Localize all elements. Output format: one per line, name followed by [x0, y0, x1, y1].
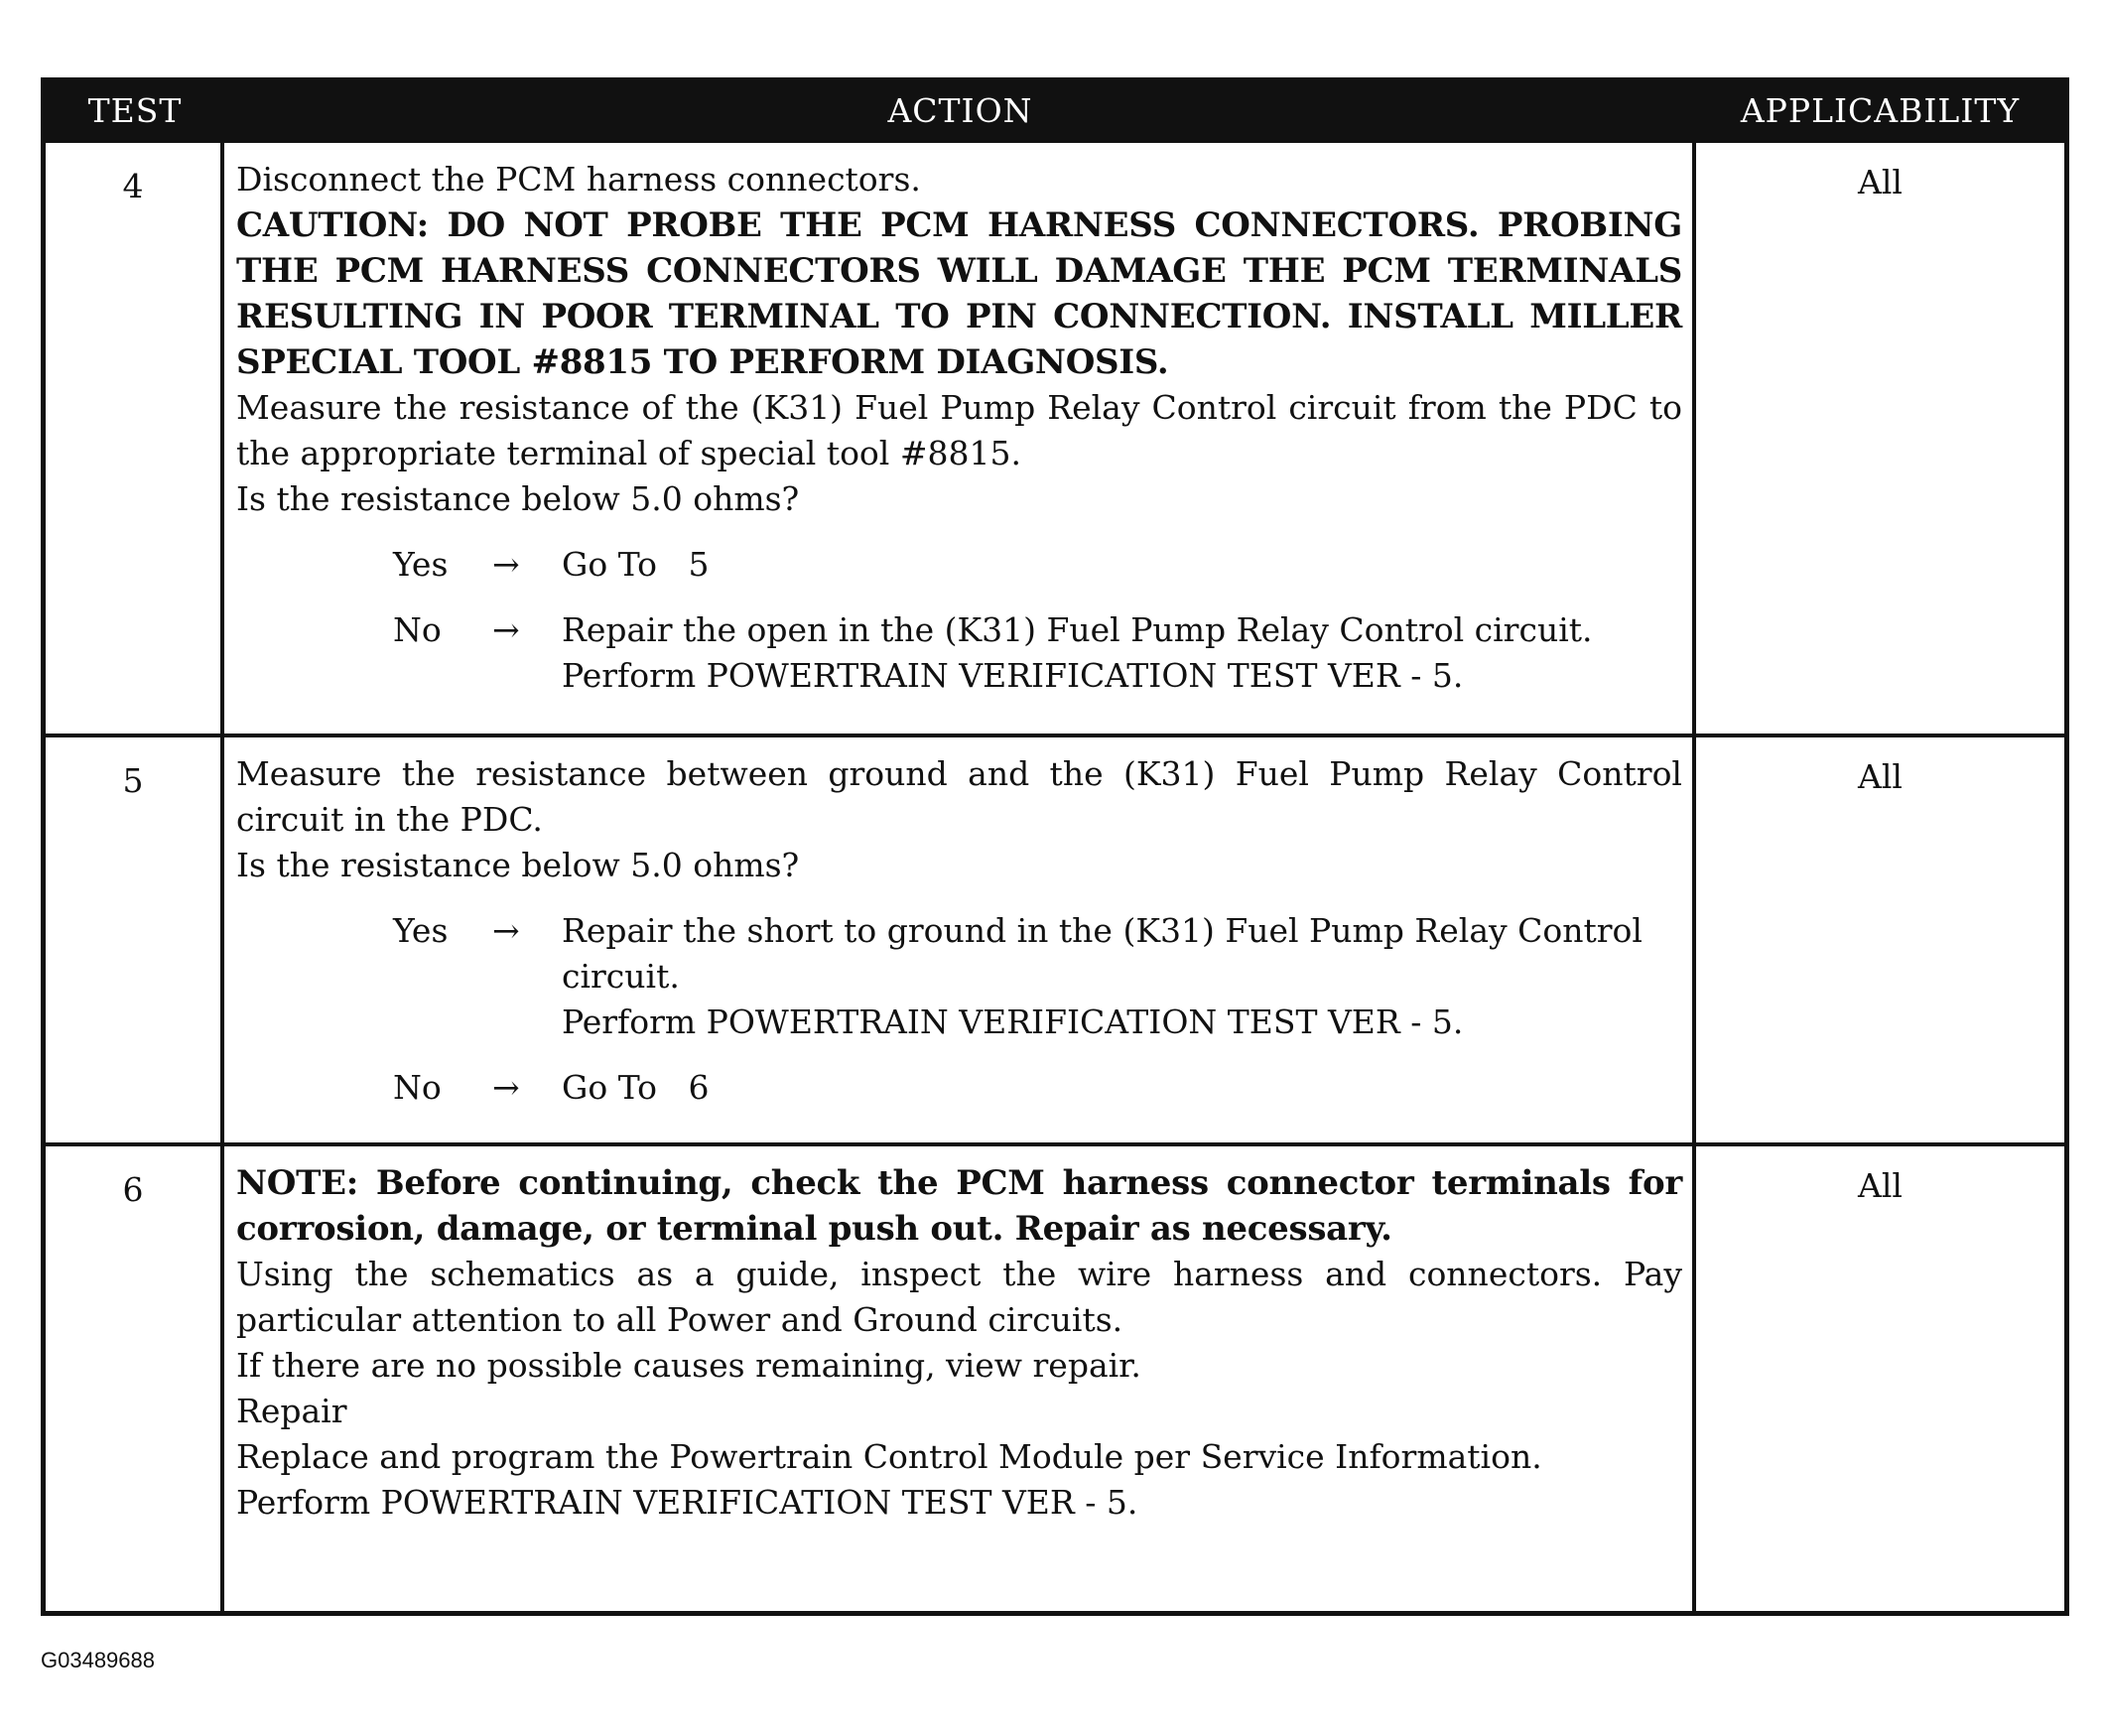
header-test: TEST: [46, 82, 224, 139]
caution-text: CAUTION: DO NOT PROBE THE PCM HARNESS CONNECTORS. PROBING THE PCM HARNESS CONNECTORS WILL DAMAGE THE PCM TERMINALS RESULTING IN POOR TERMINAL TO PIN CONNECTION. INSTALL MILLER SPECIAL TOOL #8815 TO PERFORM DIAGNOSIS.: [236, 205, 1682, 382]
branch-result-line2: Perform POWERTRAIN VERIFICATION TEST VER - 5.: [562, 1002, 1464, 1041]
branch-no: [393, 607, 1682, 699]
action-cell-6: [224, 1142, 1696, 1611]
branch-result-line1: Repair the short to ground in the (K31) Fuel Pump Relay Control circuit.: [562, 911, 1643, 996]
action-intro: Disconnect the PCM harness connectors.: [236, 160, 921, 199]
branch-label: Yes: [393, 545, 449, 584]
applicability-4: All: [1696, 139, 2064, 734]
applicability-6: All: [1696, 1142, 2064, 1611]
branch-label: No: [393, 1068, 442, 1107]
test-number-4: 4: [46, 139, 224, 734]
header-action: ACTION: [224, 82, 1696, 139]
branch-yes: [393, 908, 1682, 1045]
test-number-5: 5: [46, 734, 224, 1142]
arrow-right-icon: →: [492, 610, 520, 649]
arrow-right-icon: →: [492, 911, 520, 950]
repair-text: Replace and program the Powertrain Control Module per Service Information.: [236, 1437, 1542, 1476]
applicability-5: All: [1696, 734, 2064, 1142]
branch-result-line2: Perform POWERTRAIN VERIFICATION TEST VER - 5.: [562, 656, 1464, 695]
arrow-right-icon: →: [492, 1068, 520, 1107]
branch-result: [562, 607, 1682, 699]
action-cell-4: [224, 139, 1696, 734]
action-body-2: If there are no possible causes remaining, view repair.: [236, 1346, 1141, 1385]
branch-no: [393, 1065, 1682, 1111]
branch-yes: [393, 542, 1682, 588]
note-text: NOTE: Before continuing, check the PCM harness connector terminals for corrosion, damage, or terminal push out. Repair as necessary.: [236, 1163, 1682, 1249]
arrow-right-icon: →: [492, 545, 520, 584]
diagnostic-table: [41, 77, 2069, 1616]
branch-result-line1: Repair the open in the (K31) Fuel Pump Relay Control circuit.: [562, 610, 1593, 649]
branch-result: Go To 6: [562, 1068, 710, 1107]
figure-id: G03489688: [41, 1648, 155, 1672]
repair-label: Repair: [236, 1392, 347, 1430]
header-applicability: APPLICABILITY: [1696, 82, 2064, 139]
action-body: Using the schematics as a guide, inspect the wire harness and connectors. Pay particular attention to all Power and Ground circuits.: [236, 1255, 1682, 1339]
action-question: Is the resistance below 5.0 ohms?: [236, 846, 800, 884]
branch-result: Go To 5: [562, 545, 710, 584]
test-number-6: 6: [46, 1142, 224, 1611]
action-body: Measure the resistance of the (K31) Fuel Pump Relay Control circuit from the PDC to the appropriate terminal of special tool #8815.: [236, 388, 1682, 472]
action-question: Is the resistance below 5.0 ohms?: [236, 479, 800, 518]
branch-label: Yes: [393, 911, 449, 950]
action-cell-5: [224, 734, 1696, 1142]
branch-label: No: [393, 610, 442, 649]
action-body: Measure the resistance between ground and the (K31) Fuel Pump Relay Control circuit in the PDC.: [236, 754, 1682, 839]
branch-result: [562, 908, 1682, 1045]
repair-text-2: Perform POWERTRAIN VERIFICATION TEST VER - 5.: [236, 1483, 1138, 1522]
